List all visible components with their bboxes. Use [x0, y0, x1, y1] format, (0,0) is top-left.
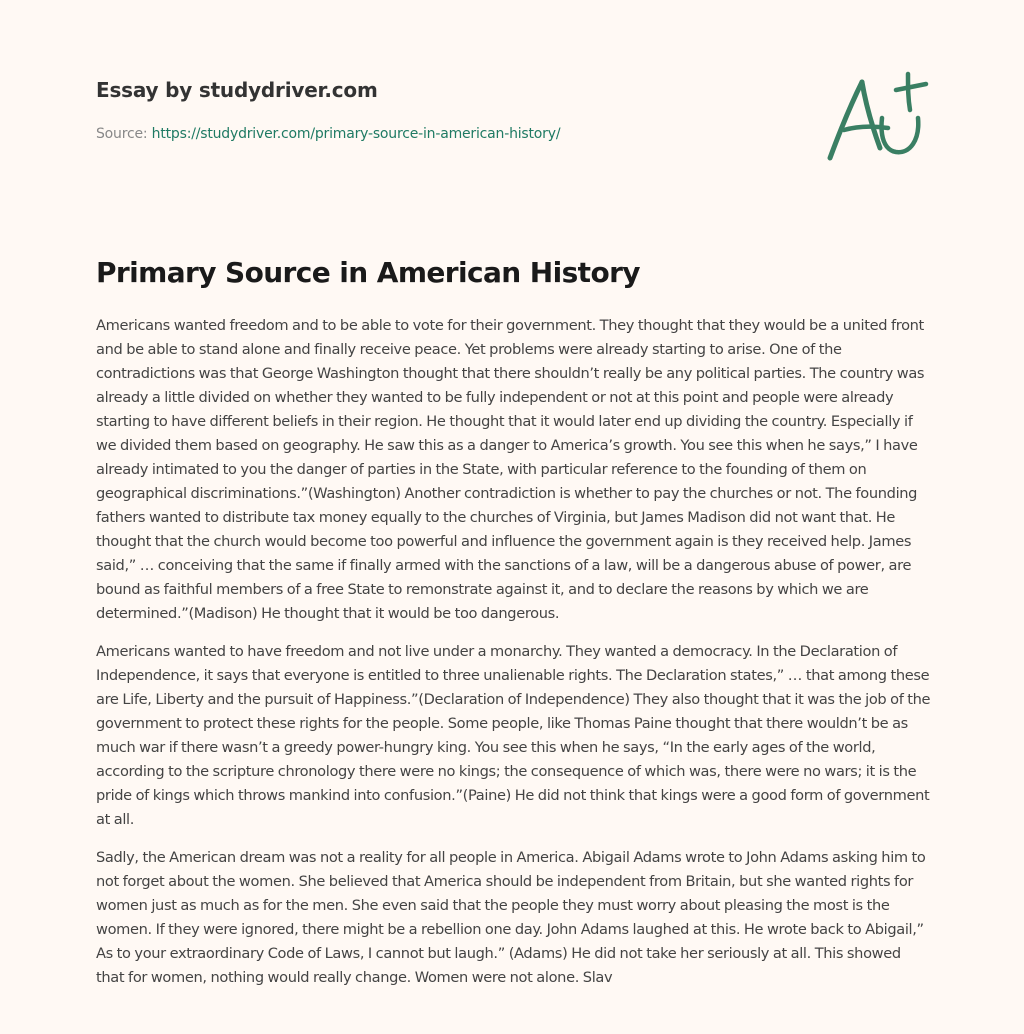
source-label: Source:	[96, 126, 152, 142]
source-line	[96, 124, 796, 144]
paragraph: Sadly, the American dream was not a reality for all people in America. Abigail Adams wrote to John Adams asking him to not forget about the women. She believed that America should be independent from Britain, but she wanted rights for women just as much as for the men. She even said that the people they must worry about pleasing the most is the women. If they were ignored, there might be a rebellion one day. John Adams laughed at this. He wrote back to Abigail,” As to your extraordinary Code of Laws, I cannot but laugh.” (Adams) He did not take her seriously at all. This showed that for women, nothing would really change. Women were not alone. Slav	[96, 849, 926, 986]
article-body	[96, 314, 932, 1004]
brand-title: Essay by studydriver.com	[96, 78, 378, 102]
article-title: Primary Source in American History	[96, 256, 640, 289]
essay-header	[96, 76, 796, 144]
paragraph: Americans wanted freedom and to be able to vote for their government. They thought that they would be a united front and be able to stand alone and finally receive peace. Yet problems were already starting to arise. One of the contradictions was that George Washington thought that there shouldn’t really be any political parties. The country was already a little divided on whether they wanted to be fully independent or not at this point and people were already starting to have different beliefs in their region. He thought that it would later end up dividing the country. Especially if we divided them based on geography. He saw this as a danger to America’s growth. You see this when he says,” I have already intimated to you the danger of parties in the State, with particular reference to the founding of them on geographical discriminations.”(Washington) Another contradiction is whether to pay the churches or not. The founding fathers wanted to distribute tax money equally to the churches of Virginia, but James Madison did not want that. He thought that the church would become too powerful and influence the government again is they received help. James said,” … conceiving that the same if finally armed with the sanctions of a law, will be a dangerous abuse of power, are bound as faithful members of a free State to remonstrate against it, and to declare the reasons by which we are determined.”(Madison) He thought that it would be too dangerous.	[96, 317, 925, 622]
source-link[interactable]: https://studydriver.com/primary-source-in-american-history/	[151, 126, 561, 142]
paragraph: Americans wanted to have freedom and not live under a monarchy. They wanted a democracy. In the Declaration of Independence, it says that everyone is entitled to three unalienable rights. The Declaration states,” … that among these are Life, Liberty and the pursuit of Happiness.”(Declaration of Independence) They also thought that it was the job of the government to protect these rights for the people. Some people, like Thomas Paine thought that there wouldn’t be as much war if there wasn’t a greedy power-hungry king. You see this when he says, “In the early ages of the world, according to the scripture chronology there were no kings; the consequence of which was, there were no wars; it is the pride of kings which throws mankind into confusion.”(Paine) He did not think that kings were a good form of government at all.	[96, 643, 931, 828]
a-plus-grade-icon	[822, 66, 932, 166]
